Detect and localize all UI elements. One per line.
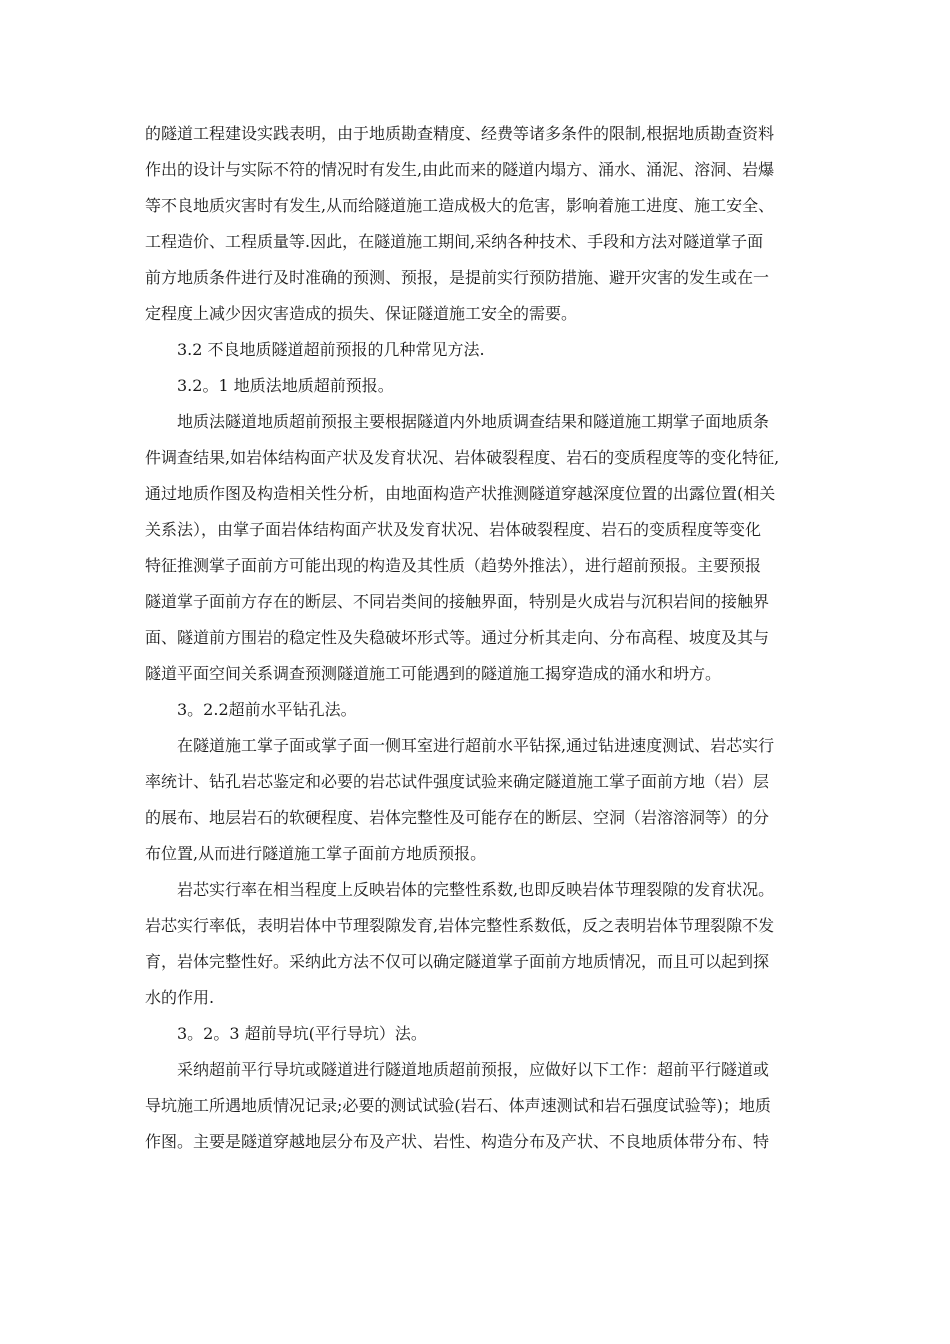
text-line-11: 通过地质作图及构造相关性分析，由地面构造产状推测隧道穿越深度位置的出露位置(相关 <box>145 484 776 503</box>
document-body <box>145 116 810 1160</box>
text-line-23: 岩芯实行率低，表明岩体中节理裂隙发育,岩体完整性系数低，反之表明岩体节理裂隙不发 <box>145 916 775 935</box>
text-line-28: 导坑施工所遇地质情况记录;必要的测试试验(岩石、体声速测试和岩石强度试验等)；地质 <box>145 1096 771 1115</box>
section-heading-3-2-2: 3。2.2超前水平钻孔法。 <box>177 700 357 719</box>
text-line-19: 率统计、钻孔岩芯鉴定和必要的岩芯试件强度试验来确定隧道施工掌子面前方地（岩）层 <box>145 772 770 791</box>
text-line-29: 作图。主要是隧道穿越地层分布及产状、岩性、构造分布及产状、不良地质体带分布、特 <box>145 1132 770 1151</box>
section-heading-3-2-1: 3.2。1 地质法地质超前预报。 <box>177 376 394 395</box>
text-line-18: 在隧道施工掌子面或掌子面一侧耳室进行超前水平钻探,通过钻进速度测试、岩芯实行 <box>177 736 775 755</box>
text-line-14: 隧道掌子面前方存在的断层、不同岩类间的接触界面，特别是火成岩与沉积岩间的接触界 <box>145 592 770 611</box>
text-line-22: 岩芯实行率在相当程度上反映岩体的完整性系数,也即反映岩体节理裂隙的发育状况。 <box>177 880 775 899</box>
text-line-13: 特征推测掌子面前方可能出现的构造及其性质（趋势外推法），进行超前预报。主要预报 <box>145 556 762 575</box>
section-heading-3-2: 3.2 不良地质隧道超前预报的几种常见方法. <box>177 340 485 359</box>
text-line-6: 定程度上减少因灾害造成的损失、保证隧道施工安全的需要。 <box>145 304 578 323</box>
text-line-10: 件调查结果,如岩体结构面产状及发育状况、岩体破裂程度、岩石的变质程度等的变化特征, <box>145 448 780 467</box>
text-line-21: 布位置,从而进行隧道施工掌子面前方地质预报。 <box>145 844 487 863</box>
text-line-16: 隧道平面空间关系调查预测隧道施工可能遇到的隧道施工揭穿造成的涌水和坍方。 <box>145 664 722 683</box>
section-heading-3-2-3: 3。2。3 超前导坑(平行导坑）法。 <box>177 1024 427 1043</box>
text-line-1: 的隧道工程建设实践表明，由于地质勘查精度、经费等诸多条件的限制,根据地质勘查资料 <box>145 124 775 143</box>
text-line-4: 工程造价、工程质量等.因此，在隧道施工期间,采纳各种技术、手段和方法对隧道掌子面 <box>145 232 764 251</box>
text-line-9: 地质法隧道地质超前预报主要根据隧道内外地质调查结果和隧道施工期掌子面地质条 <box>177 412 770 431</box>
text-line-3: 等不良地质灾害时有发生,从而给隧道施工造成极大的危害，影响着施工进度、施工安全、 <box>145 196 775 215</box>
text-line-2: 作出的设计与实际不符的情况时有发生,由此而来的隧道内塌方、涌水、涌泥、溶洞、岩爆 <box>145 160 775 179</box>
text-line-20: 的展布、地层岩石的软硬程度、岩体完整性及可能存在的断层、空洞（岩溶溶洞等）的分 <box>145 808 770 827</box>
text-line-15: 面、隧道前方围岩的稳定性及失稳破坏形式等。通过分析其走向、分布高程、坡度及其与 <box>145 628 770 647</box>
text-line-5: 前方地质条件进行及时准确的预测、预报，是提前实行预防措施、避开灾害的发生或在一 <box>145 268 770 287</box>
text-line-12: 关系法），由掌子面岩体结构面产状及发育状况、岩体破裂程度、岩石的变质程度等变化 <box>145 520 762 539</box>
text-line-25: 水的作用. <box>145 988 215 1007</box>
text-line-27: 采纳超前平行导坑或隧道进行隧道地质超前预报，应做好以下工作：超前平行隧道或 <box>177 1060 770 1079</box>
text-line-24: 育，岩体完整性好。采纳此方法不仅可以确定隧道掌子面前方地质情况，而且可以起到探 <box>145 952 770 971</box>
